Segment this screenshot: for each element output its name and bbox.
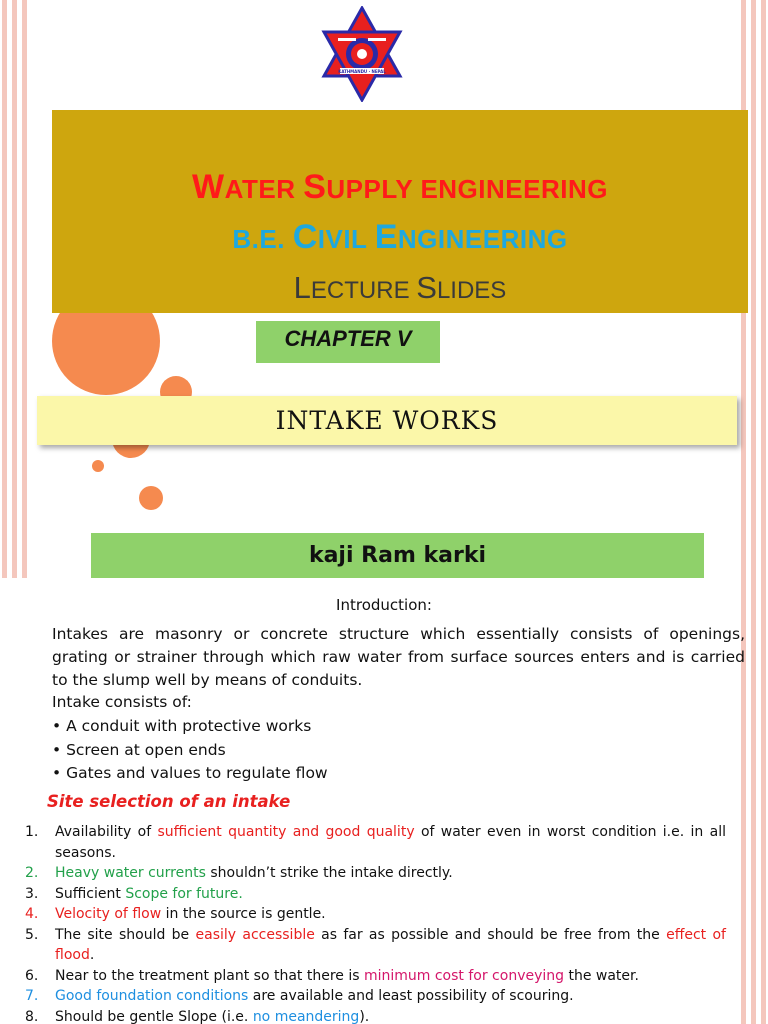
item-number: 4. bbox=[25, 906, 39, 922]
item-text: Near to the treatment plant so that there is bbox=[55, 967, 364, 984]
item-number: 2. bbox=[25, 865, 39, 881]
decor-circle bbox=[92, 460, 104, 472]
item-highlight: minimum cost for conveying bbox=[363, 967, 565, 984]
left-border-stripe bbox=[2, 0, 7, 578]
item-text: of water even in worst condition i.e. in all seasons. bbox=[55, 824, 726, 861]
item-highlight: Velocity of flow bbox=[55, 906, 162, 922]
university-emblem-icon bbox=[318, 6, 406, 102]
list-item bbox=[25, 925, 726, 966]
list-item bbox=[25, 904, 726, 925]
site-selection-list bbox=[25, 822, 726, 1024]
item-text: in the source is gentle. bbox=[161, 906, 326, 922]
content-slide bbox=[0, 578, 768, 1024]
item-highlight: easily accessible bbox=[195, 926, 315, 943]
list-item bbox=[25, 1007, 726, 1024]
introduction-heading: Introduction: bbox=[336, 596, 432, 614]
list-item bbox=[25, 884, 726, 905]
item-number: 3. bbox=[25, 885, 39, 902]
item-text: as far as possible and should be free from the bbox=[314, 926, 667, 943]
left-border-stripe bbox=[22, 0, 27, 578]
subtitle-text: LIDES bbox=[436, 277, 507, 304]
title-initial: S bbox=[303, 168, 327, 206]
item-text: Availability of bbox=[55, 824, 158, 840]
list-item: • Gates and values to regulate flow bbox=[52, 764, 328, 782]
decor-circle bbox=[139, 486, 163, 510]
site-selection-heading: Site selection of an intake bbox=[47, 792, 291, 811]
list-item bbox=[25, 863, 726, 884]
item-number: 1. bbox=[25, 824, 39, 840]
list-item bbox=[25, 986, 726, 1007]
item-text: . bbox=[89, 947, 95, 963]
right-border-stripe bbox=[751, 0, 756, 578]
right-border-stripe bbox=[761, 0, 766, 578]
title-initial: W bbox=[192, 168, 225, 206]
subtitle-initial: L bbox=[293, 270, 311, 305]
subtitle-initial: S bbox=[416, 270, 437, 305]
author-banner: kaji Ram karki bbox=[91, 533, 704, 578]
item-text: are available and least possibility of scouring. bbox=[248, 988, 574, 1004]
item-number: 7. bbox=[25, 988, 39, 1004]
introduction-paragraph: Intakes are masonry or concrete structure which essentially consists of openings, grating or strainer through which raw water from surface sources enters and is carried to the slump well by means of conduits. bbox=[52, 625, 745, 689]
item-number: 6. bbox=[25, 967, 39, 984]
item-number: 8. bbox=[25, 1008, 39, 1024]
list-item bbox=[25, 966, 726, 987]
program-title bbox=[52, 218, 748, 257]
program-text: IVIL bbox=[317, 224, 375, 254]
logo-caption: KATHMANDU · NEPAL bbox=[338, 69, 386, 74]
course-title bbox=[52, 168, 748, 207]
item-highlight: Heavy water currents bbox=[55, 865, 206, 881]
item-text: Sufficient bbox=[55, 885, 126, 902]
right-border-stripe bbox=[761, 578, 766, 1024]
program-initial: C bbox=[292, 218, 318, 256]
title-text: ATER bbox=[224, 174, 304, 204]
item-text: shouldn’t strike the intake directly. bbox=[205, 865, 453, 881]
title-box bbox=[52, 110, 748, 313]
consists-label: Intake consists of: bbox=[52, 693, 192, 711]
item-highlight: Scope for future. bbox=[125, 885, 243, 902]
item-text: The site should be bbox=[55, 926, 196, 943]
item-number: 5. bbox=[25, 926, 39, 943]
item-text: ). bbox=[359, 1008, 370, 1024]
item-text: Should be gentle Slope (i.e. bbox=[55, 1008, 253, 1024]
right-border-stripe bbox=[751, 578, 756, 1024]
list-item: • A conduit with protective works bbox=[52, 717, 312, 735]
left-border-stripe bbox=[12, 0, 17, 578]
chapter-label: CHAPTER V bbox=[256, 321, 440, 363]
subtitle-text: ECTURE bbox=[310, 277, 417, 304]
title-text: UPPLY ENGINEERING bbox=[326, 174, 608, 204]
topic-banner: INTAKE WORKS bbox=[37, 396, 737, 445]
program-initial: E bbox=[374, 218, 398, 256]
program-text: NGINEERING bbox=[397, 224, 568, 254]
item-highlight: effect of flood bbox=[55, 926, 726, 963]
lecture-slides-subtitle bbox=[52, 270, 748, 306]
intake-components-list bbox=[52, 715, 328, 786]
program-prefix: B.E. bbox=[232, 224, 293, 254]
list-item bbox=[25, 822, 726, 863]
item-text: the water. bbox=[564, 967, 639, 984]
item-highlight: Good foundation conditions bbox=[55, 988, 249, 1004]
item-highlight: sufficient quantity and good quality bbox=[157, 824, 415, 840]
item-highlight: no meandering bbox=[252, 1008, 360, 1024]
list-item: • Screen at open ends bbox=[52, 740, 226, 759]
